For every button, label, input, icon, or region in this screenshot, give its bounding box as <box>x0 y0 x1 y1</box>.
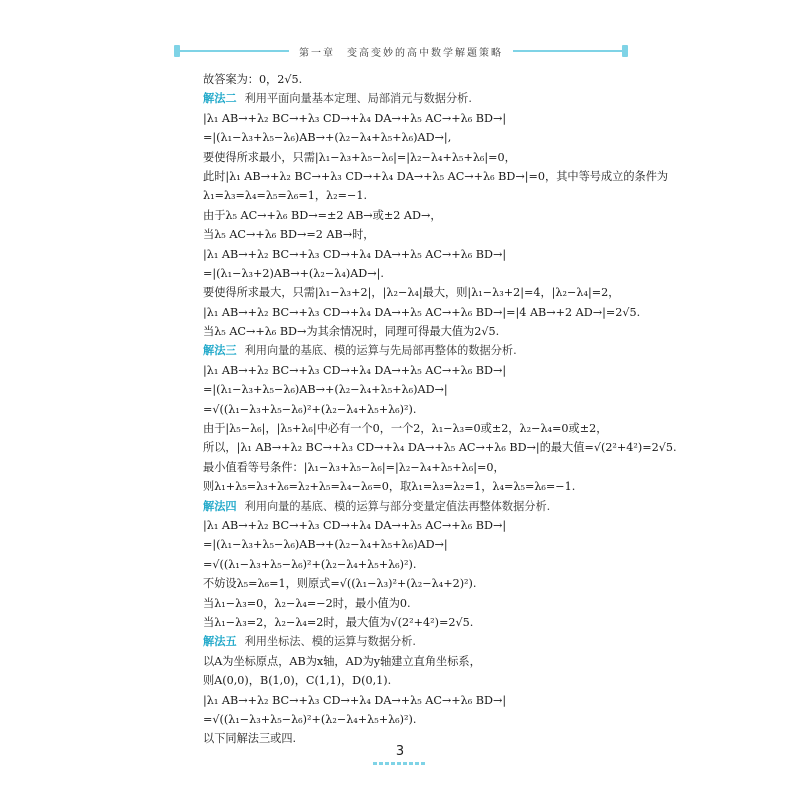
line-text: 由于|λ₅−λ₆|，|λ₅+λ₆|中必有一个0，一个2，λ₁−λ₃=0或±2，λ₂−λ₄=0或±2， <box>203 422 608 436</box>
method-heading-line <box>203 341 623 360</box>
line-text: 则λ₁+λ₅=λ₃+λ₆=λ₂+λ₅=λ₄−λ₆=0，取λ₁=λ₃=λ₂=1，λ₄=λ₅=λ₆=−1. <box>203 480 576 494</box>
text-line <box>203 245 623 264</box>
line-text: |λ₁ AB→+λ₂ BC→+λ₃ CD→+λ₄ DA→+λ₅ AC→+λ₆ BD→| <box>203 693 507 707</box>
text-line <box>203 109 623 128</box>
method-label: 解法二 <box>203 91 237 106</box>
line-text: |λ₁ AB→+λ₂ BC→+λ₃ CD→+λ₄ DA→+λ₅ AC→+λ₆ BD→| <box>203 518 507 532</box>
running-header <box>176 41 626 61</box>
text-line <box>203 400 623 419</box>
text-line <box>203 303 641 322</box>
text-line <box>203 477 623 496</box>
page-number-decoration <box>373 762 427 765</box>
header-rule-cap-right <box>622 45 628 57</box>
chapter-title: 第一章 变高变妙的高中数学解题策略 <box>289 44 513 59</box>
line-text: 以下同解法三或四. <box>203 732 297 746</box>
line-text: 不妨设λ₅=λ₆=1，则原式=√((λ₁−λ₃)²+(λ₂−λ₄+2)²). <box>203 577 477 591</box>
solution-body <box>203 70 677 749</box>
page-footer <box>370 744 430 765</box>
text-line <box>203 574 623 593</box>
line-text: 以A为坐标原点，AB为x轴，AD为y轴建立直角坐标系， <box>203 654 481 668</box>
line-text: λ₁=λ₃=λ₄=λ₅=λ₆=1，λ₂=−1. <box>203 189 368 203</box>
text-line <box>203 652 623 671</box>
text-line <box>203 128 623 147</box>
line-text: 利用坐标法、模的运算与数据分析. <box>244 635 416 649</box>
line-text: 则A(0,0)，B(1,0)，C(1,1)，D(0,1). <box>203 674 392 688</box>
header-rule-cap-left <box>174 45 180 57</box>
text-line <box>203 535 623 554</box>
text-line <box>203 613 623 632</box>
text-line <box>203 516 623 535</box>
line-text: =√((λ₁−λ₃+λ₅−λ₆)²+(λ₂−λ₄+λ₅+λ₆)²). <box>203 402 417 416</box>
line-text: |λ₁ AB→+λ₂ BC→+λ₃ CD→+λ₄ DA→+λ₅ AC→+λ₆ BD→| <box>203 247 507 261</box>
line-text: 利用平面向量基本定理、局部消元与数据分析. <box>244 92 472 106</box>
line-text: 当λ₅ AC→+λ₆ BD→为其余情况时，同理可得最大值为2√5. <box>203 325 500 339</box>
line-text: 此时|λ₁ AB→+λ₂ BC→+λ₃ CD→+λ₄ DA→+λ₅ AC→+λ₆ BD→|=0，其中等号成立的条件为 <box>203 169 669 183</box>
text-line <box>203 167 669 186</box>
line-text: =|(λ₁−λ₃+2)AB→+(λ₂−λ₄)AD→|. <box>203 266 384 280</box>
text-line <box>203 671 623 690</box>
method-label: 解法五 <box>203 634 237 649</box>
text-line <box>203 148 623 167</box>
page-number: 3 <box>395 744 405 759</box>
method-label: 解法三 <box>203 343 237 358</box>
line-text: |λ₁ AB→+λ₂ BC→+λ₃ CD→+λ₄ DA→+λ₅ AC→+λ₆ BD→|=|4 AB→+2 AD→|=2√5. <box>203 305 641 319</box>
line-text: 最小值看等号条件：|λ₁−λ₃+λ₅−λ₆|=|λ₂−λ₄+λ₅+λ₆|=0， <box>203 460 505 474</box>
method-heading-line <box>203 89 623 108</box>
line-text: 所以，|λ₁ AB→+λ₂ BC→+λ₃ CD→+λ₄ DA→+λ₅ AC→+λ₆ BD→|的最大值=√(2²+4²)=2√5. <box>203 441 677 455</box>
method-heading-line <box>203 632 623 651</box>
text-line <box>203 283 623 302</box>
method-label: 解法四 <box>203 498 237 513</box>
line-text: |λ₁ AB→+λ₂ BC→+λ₃ CD→+λ₄ DA→+λ₅ AC→+λ₆ BD→| <box>203 363 507 377</box>
text-line <box>203 710 623 729</box>
text-line <box>203 225 623 244</box>
line-text: =√((λ₁−λ₃+λ₅−λ₆)²+(λ₂−λ₄+λ₅+λ₆)²). <box>203 557 417 571</box>
text-line <box>203 361 623 380</box>
text-line <box>203 419 623 438</box>
line-text: 当λ₁−λ₃=2，λ₂−λ₄=2时，最大值为√(2²+4²)=2√5. <box>203 615 474 629</box>
text-line <box>203 264 623 283</box>
text-line <box>203 438 677 457</box>
text-line <box>203 380 623 399</box>
line-text: 当λ₅ AC→+λ₆ BD→=2 AB→时， <box>203 228 375 242</box>
line-text: =|(λ₁−λ₃+λ₅−λ₆)AB→+(λ₂−λ₄+λ₅+λ₆)AD→|, <box>203 131 452 145</box>
text-line <box>203 458 623 477</box>
line-text: 利用向量的基底、模的运算与先局部再整体的数据分析. <box>244 344 517 358</box>
text-line <box>203 322 623 341</box>
text-line <box>203 186 623 205</box>
line-text: 要使得所求最大，只需|λ₁−λ₃+2|，|λ₂−λ₄|最大，则|λ₁−λ₃+2|=4，|λ₂−λ₄|=2， <box>203 286 620 300</box>
line-text: |λ₁ AB→+λ₂ BC→+λ₃ CD→+λ₄ DA→+λ₅ AC→+λ₆ BD→| <box>203 111 507 125</box>
line-text: =√((λ₁−λ₃+λ₅−λ₆)²+(λ₂−λ₄+λ₅+λ₆)²). <box>203 712 417 726</box>
text-line <box>203 555 623 574</box>
method-heading-line <box>203 497 623 516</box>
line-text: =|(λ₁−λ₃+λ₅−λ₆)AB→+(λ₂−λ₄+λ₅+λ₆)AD→| <box>203 383 448 397</box>
line-text: 要使得所求最小，只需|λ₁−λ₃+λ₅−λ₆|=|λ₂−λ₄+λ₅+λ₆|=0， <box>203 150 516 164</box>
line-text: 当λ₁−λ₃=0，λ₂−λ₄=−2时，最小值为0. <box>203 596 411 610</box>
line-text: 由于λ₅ AC→+λ₆ BD→=±2 AB→或±2 AD→， <box>203 208 442 222</box>
text-line <box>203 70 623 89</box>
line-text: =|(λ₁−λ₃+λ₅−λ₆)AB→+(λ₂−λ₄+λ₅+λ₆)AD→| <box>203 538 448 552</box>
text-line <box>203 594 623 613</box>
line-text: 故答案为：0，2√5. <box>203 73 303 86</box>
text-line <box>203 691 623 710</box>
line-text: 利用向量的基底、模的运算与部分变量定值法再整体数据分析. <box>244 499 551 513</box>
text-line <box>203 206 623 225</box>
